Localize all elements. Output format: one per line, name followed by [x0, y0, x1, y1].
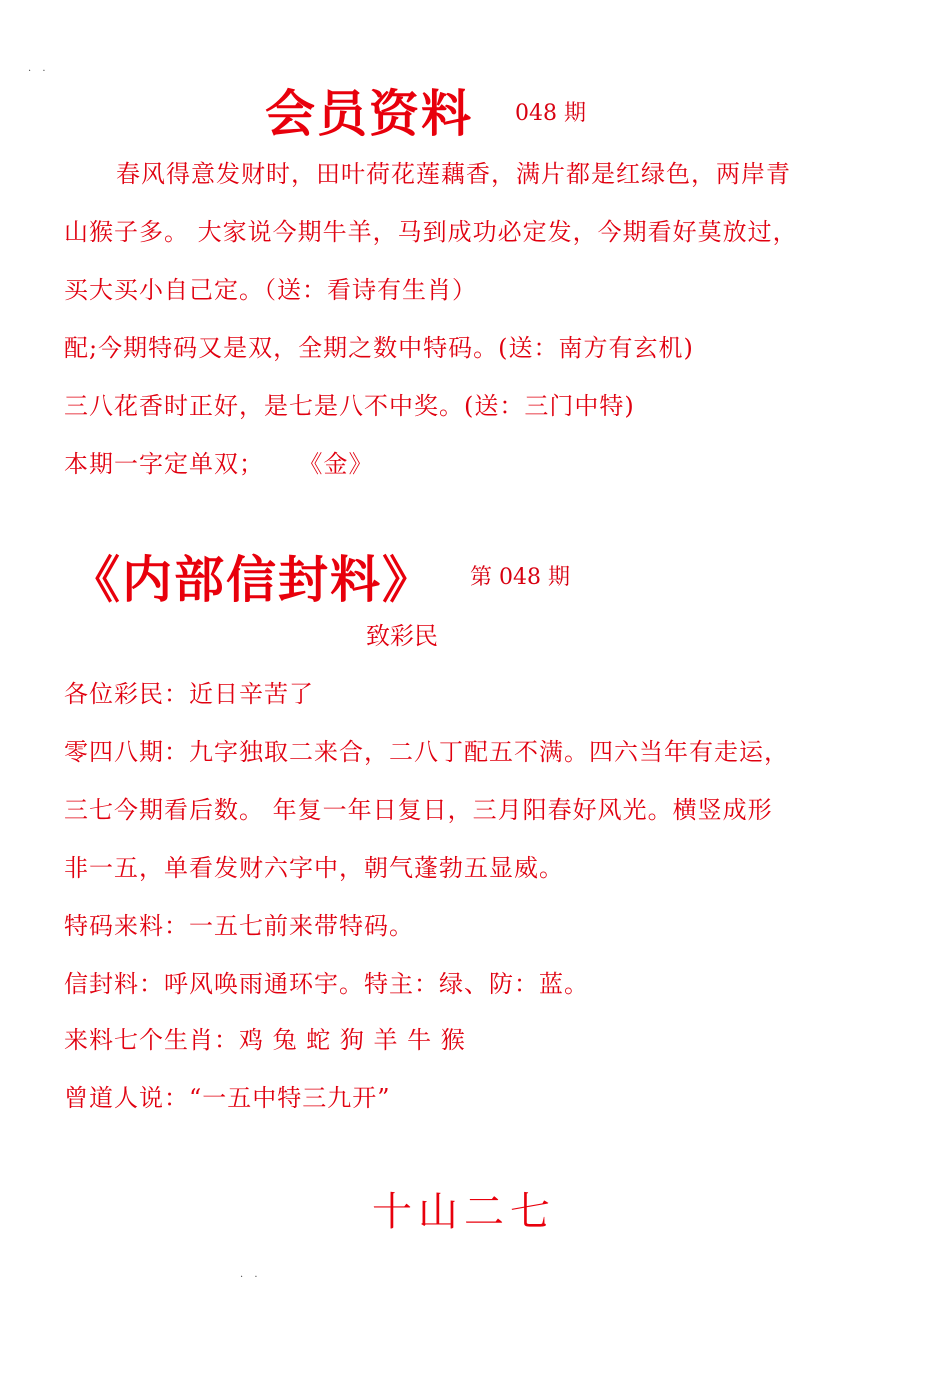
envelope-line-8: 曾道人说：“一五中特三九开”: [64, 1084, 391, 1112]
envelope-line-5: 特码来料：一五七前来带特码。: [64, 912, 414, 940]
member-info-line-4: 配;今期特码又是双，全期之数中特码。(送：南方有玄机): [64, 334, 694, 362]
envelope-line-3: 三七今期看后数。 年复一年日复日，三月阳春好风光。横竖成形: [64, 796, 773, 824]
footer-dots: · ·: [240, 1272, 262, 1283]
member-info-line-6: 本期一字定单双； 《金》: [64, 450, 374, 478]
member-info-line-3: 买大买小自己定。（送：看诗有生肖）: [64, 276, 477, 304]
member-info-title: 会员资料: [265, 84, 473, 143]
internal-envelope-subtitle: 致彩民: [366, 622, 438, 650]
member-info-line-2: 山猴子多。 大家说今期牛羊，马到成功必定发，今期看好莫放过，: [64, 218, 798, 246]
member-info-line-1: 春风得意发财时，田叶荷花莲藕香，满片都是红绿色，两岸青: [116, 160, 791, 188]
internal-envelope-title: 《内部信封料》: [70, 550, 434, 609]
envelope-line-1: 各位彩民：近日辛苦了: [64, 680, 314, 708]
member-info-line-5: 三八花香时正好，是七是八不中奖。(送：三门中特): [64, 392, 635, 420]
member-info-issue: 048 期: [515, 101, 586, 126]
internal-envelope-issue: 第 048 期: [470, 565, 570, 590]
footer-text: 十山二七: [372, 1189, 556, 1235]
envelope-line-7: 来料七个生肖：鸡 兔 蛇 狗 羊 牛 猴: [64, 1026, 466, 1054]
corner-dots: · ·: [28, 66, 50, 77]
envelope-line-6: 信封料：呼风唤雨通环宇。特主：绿、防：蓝。: [64, 970, 589, 998]
envelope-line-2: 零四八期：九字独取二来合，二八丁配五不满。四六当年有走运，: [64, 738, 789, 766]
envelope-line-4: 非一五，单看发财六字中，朝气蓬勃五显威。: [64, 854, 564, 882]
